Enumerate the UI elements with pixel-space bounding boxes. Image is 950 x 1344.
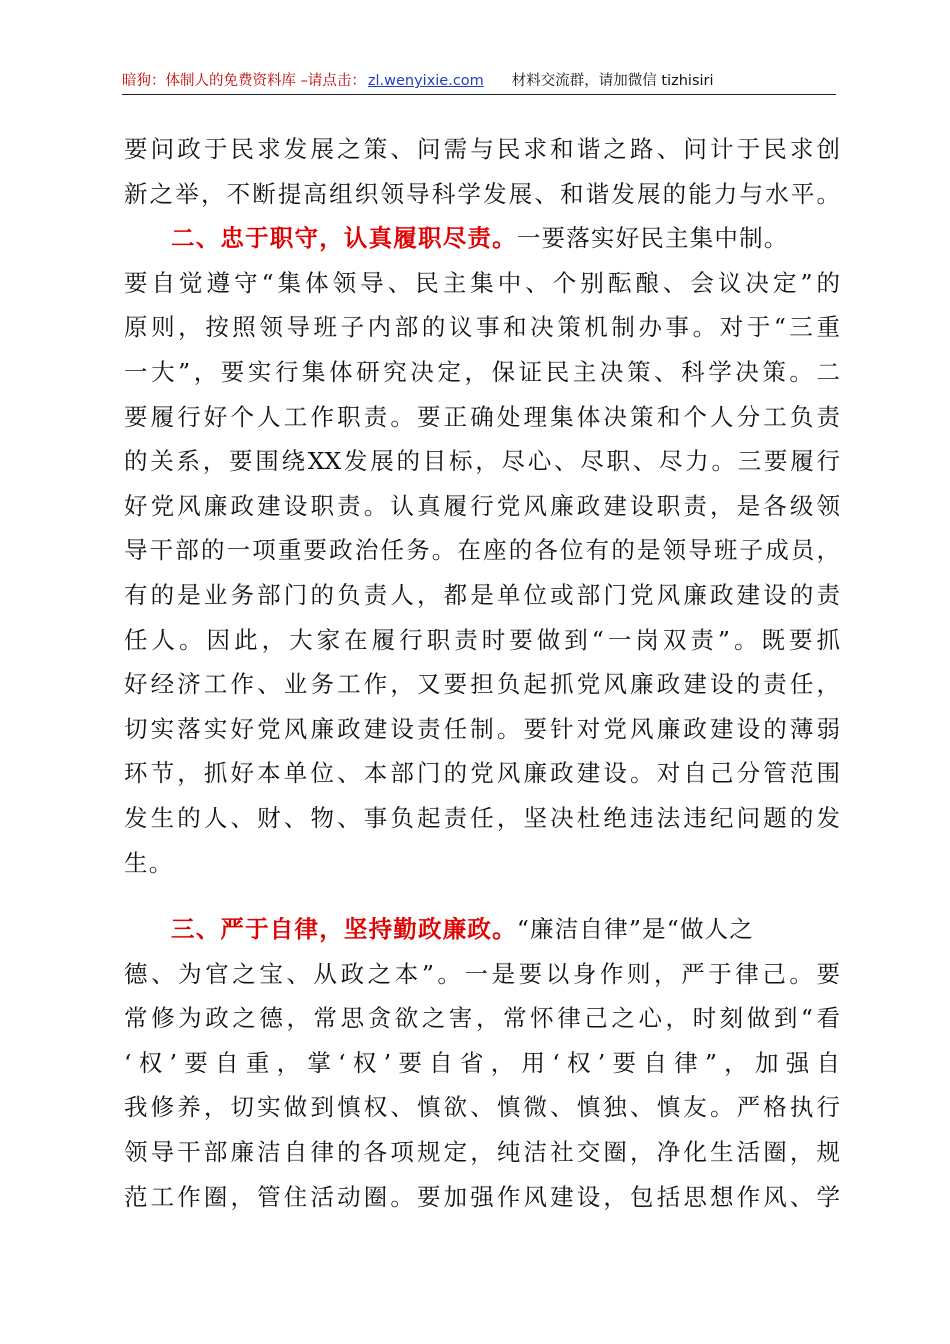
text-line: 范工作圈，管住活动圈。要加强作风建设，包括思想作风、学 — [124, 1182, 840, 1211]
section-2-first-line-text: 一要落实好民主集中制。 — [516, 224, 789, 253]
section-2 — [124, 216, 840, 885]
section-2-heading: 二、忠于职守，认真履职尽责。 — [171, 224, 517, 253]
text-line: 好经济工作、业务工作，又要担负起抓党风廉政建设的责任， — [124, 670, 840, 699]
text-line: 发生的人、财、物、事负起责任，坚决杜绝违法违纪问题的发 — [124, 803, 840, 832]
text-line: 好党风廉政建设职责。认真履行党风廉政建设职责，是各级领 — [124, 491, 840, 520]
header-divider — [122, 94, 836, 95]
header-wechat-text: 材料交流群，请加微信 tizhisiri — [511, 73, 714, 89]
text-line: 要问政于民求发展之策、问需与民求和谐之路、问计于民求创 — [124, 135, 840, 163]
paragraph-1 — [124, 127, 840, 216]
text-line: 切实落实好党风廉政建设责任制。要针对党风廉政建设的薄弱 — [124, 714, 840, 743]
text-line: 领导干部廉洁自律的各项规定，纯洁社交圈，净化生活圈，规 — [124, 1138, 840, 1167]
document-body — [124, 127, 840, 1219]
page-header — [122, 68, 836, 94]
text-line: 的关系，要围绕XX发展的目标，尽心、尽职、尽力。三要履行 — [124, 447, 840, 476]
header-link[interactable]: zl.wenyixie.com — [367, 73, 484, 89]
section-2-first-line — [124, 216, 840, 261]
section-3-first-line — [124, 907, 840, 952]
text-line: 导干部的一项重要政治任务。在座的各位有的是领导班子成员， — [124, 536, 840, 565]
text-line: 我修养，切实做到慎权、慎欲、慎微、慎独、慎友。严格执行 — [124, 1093, 840, 1122]
text-line: 有的是业务部门的负责人，都是单位或部门党风廉政建设的责 — [124, 580, 840, 609]
header-ad-text: 暗狗：体制人的免费资料库 –请点击： — [122, 73, 366, 89]
section-3 — [124, 907, 840, 1219]
text-line: 要自觉遵守“集体领导、民主集中、个别酝酿、会议决定”的 — [124, 268, 840, 297]
text-line: 环节，抓好本单位、本部门的党风廉政建设。对自己分管范围 — [124, 759, 840, 788]
paragraph-gap — [124, 885, 840, 907]
text-line: 任人。因此，大家在履行职责时要做到“一岗双责”。既要抓 — [124, 625, 840, 654]
text-line: 一大”，要实行集体研究决定，保证民主决策、科学决策。二 — [124, 357, 840, 386]
text-line: 常修为政之德，常思贪欲之害，常怀律己之心，时刻做到“看 — [124, 1004, 840, 1033]
text-line: 新之举，不断提高组织领导科学发展、和谐发展的能力与水平。 — [124, 179, 840, 208]
text-line: 原则，按照领导班子内部的议事和决策机制办事。对于“三重 — [124, 313, 840, 342]
text-line: 生。 — [124, 848, 174, 877]
section-3-heading: 三、严于自律，坚持勤政廉政。 — [171, 915, 517, 944]
text-line: 德、为官之宝、从政之本”。一是要以身作则，严于律己。要 — [124, 959, 840, 988]
text-line: ‘权’要自重，掌‘权’要自省，用‘权’要自律”，加强自 — [124, 1048, 840, 1077]
text-line: 要履行好个人工作职责。要正确处理集体决策和个人分工负责 — [124, 402, 840, 431]
section-3-first-line-text: “廉洁自律”是“做人之 — [516, 915, 755, 944]
